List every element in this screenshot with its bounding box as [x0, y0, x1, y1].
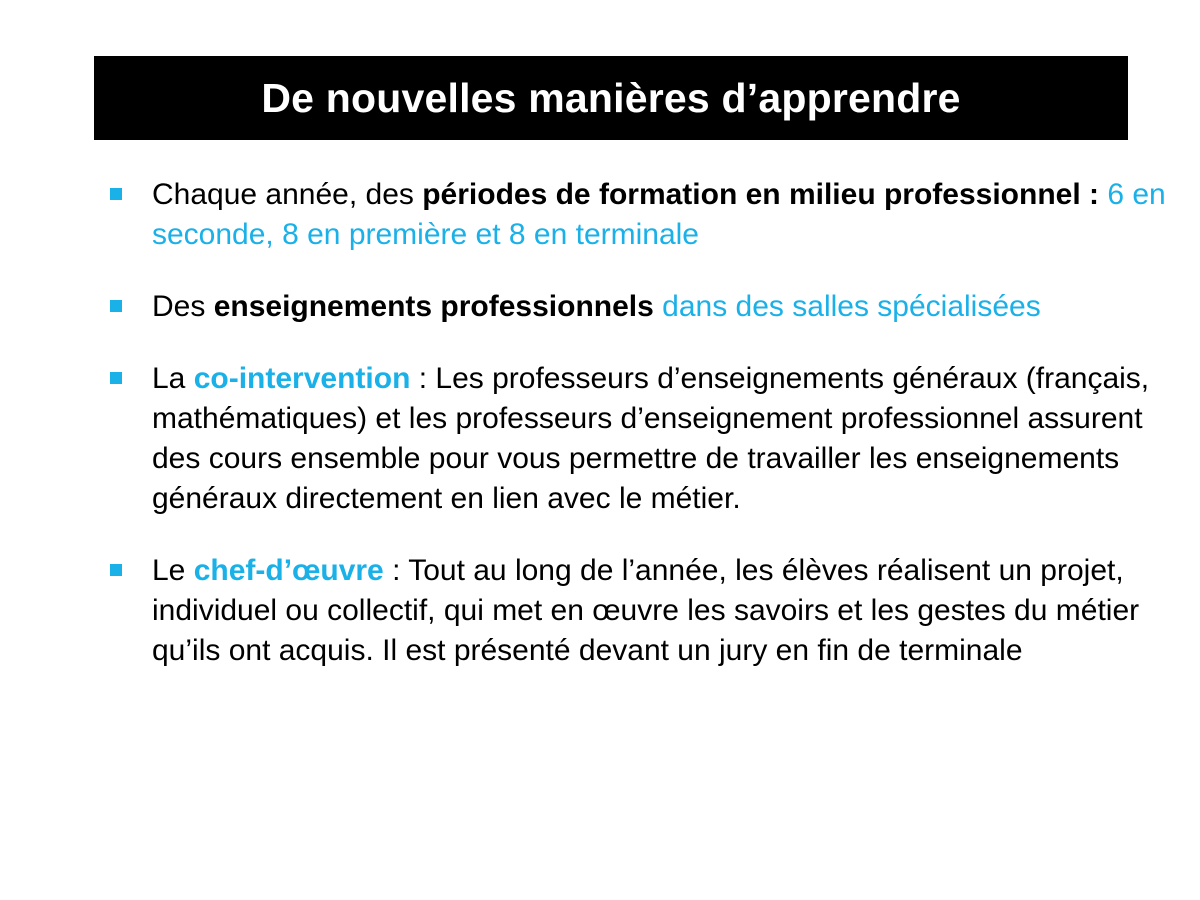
bullet-highlight-text: dans des salles spécialisées	[653, 290, 1041, 323]
bullet-item-periodes	[108, 175, 1168, 255]
bullet-text: Le	[152, 554, 194, 587]
bullet-body-text: : Les professeurs d’enseignements généraux (français, mathématiques) et les professeurs d’enseignement professionnel assurent des cours ensemble pour vous permettre de travailler les enseignements généraux directement en lien avec le métier.	[152, 362, 1150, 515]
bullet-item-enseignements	[108, 287, 1168, 327]
bullet-item-co-intervention	[108, 359, 1168, 519]
square-bullet-icon	[110, 300, 122, 312]
square-bullet-icon	[110, 188, 122, 200]
square-bullet-icon	[110, 564, 122, 576]
bullet-text: Des	[152, 290, 214, 323]
bullet-item-chef-doeuvre	[108, 551, 1168, 671]
bullet-body-text: : Tout au long de l’année, les élèves réalisent un projet, individuel ou collectif, qui met en œuvre les savoirs et les gestes du métier qu’ils ont acquis. Il est présenté devant un jury en fin de terminale	[152, 554, 1140, 667]
slide-title: De nouvelles manières d’apprendre	[261, 74, 961, 121]
title-bar	[94, 56, 1128, 140]
bullet-keyword-text: chef-d’œuvre	[193, 554, 384, 587]
square-bullet-icon	[110, 372, 122, 384]
bullet-text: La	[152, 362, 194, 395]
bullet-highlight-text: 6 en seconde, 8 en première et 8 en terminale	[152, 178, 1166, 251]
bullet-text: Chaque année, des	[152, 178, 423, 211]
bullet-list	[108, 175, 1168, 703]
bullet-bold-text: enseignements professionnels	[213, 290, 654, 323]
bullet-bold-text: périodes de formation en milieu professionnel :	[422, 178, 1108, 211]
bullet-keyword-text: co-intervention	[193, 362, 411, 395]
